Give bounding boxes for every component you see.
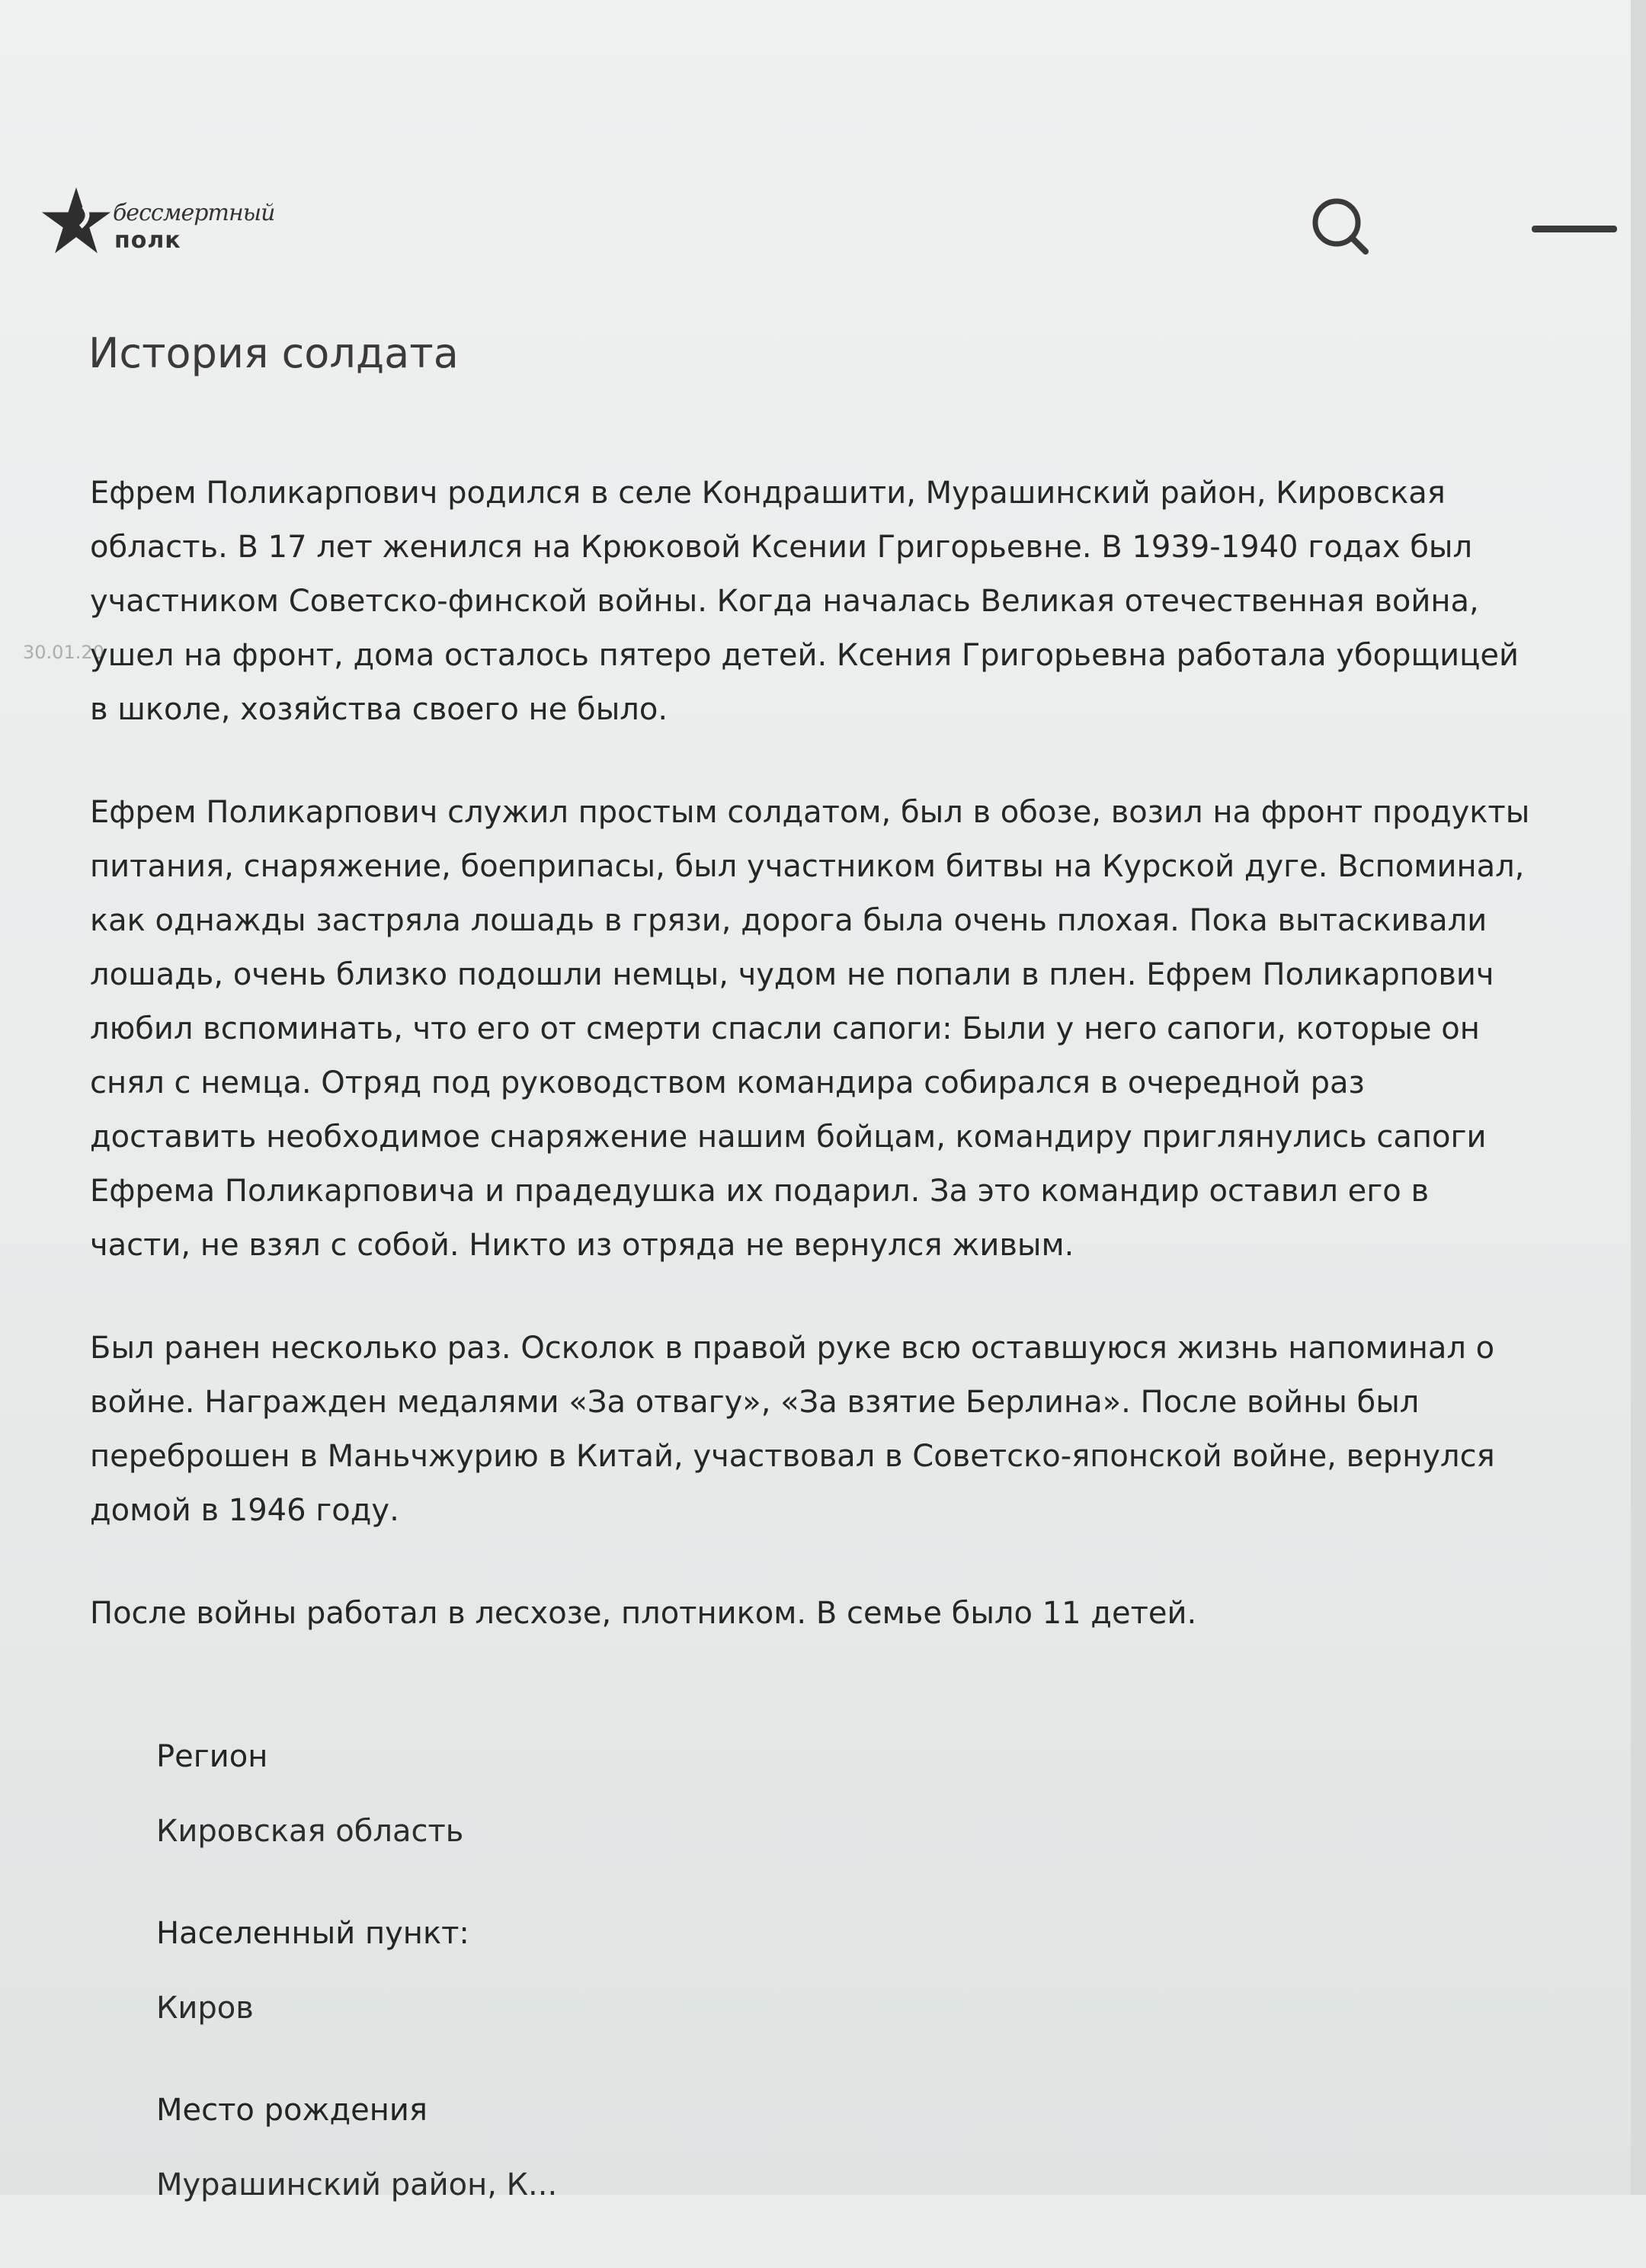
logo-text-script: бессмертный bbox=[113, 200, 275, 226]
date-stamp: 30.01.20 bbox=[23, 642, 104, 663]
soldier-details bbox=[156, 1738, 557, 2268]
story-paragraph: Ефрем Поликарпович родился в селе Кондрашити, Мурашинский район, Кировская область. В 17 лет женился на Крюковой Ксении Григорьевне. В 1939-1940 годах был участником Советско-финской войны. Когда началась Великая отечественная война, ушел на фронт, дома осталось пятеро детей. Ксения Григорьевна работала уборщицей в школе, хозяйства своего не было. bbox=[90, 476, 1519, 727]
story-paragraph: Ефрем Поликарпович служил простым солдатом, был в обозе, возил на фронт продукты питания, снаряжение, боеприпасы, был участником битвы на Курской дуге. Вспоминал, как однажды застряла лошадь в грязи, дорога была очень плохая. Пока вытаскивали лошадь, очень близко подошли немцы, чудом не попали в плен. Ефрем Поликарпович любил вспоминать, что его от смерти спасли сапоги: Были у него сапоги, которые он снял с немца. Отряд под руководством командира собирался в очередной раз доставить необходимое снаряжение нашим бойцам, командиру приглянулись сапоги Ефрема Поликарповича и прадедушка их подарил. За это командир оставил его в части, не взял с собой. Никто из отряда не вернулся живым. bbox=[90, 795, 1530, 1263]
birthplace-label: Место рождения bbox=[156, 2093, 428, 2128]
logo[interactable] bbox=[40, 180, 275, 264]
search-icon bbox=[1309, 195, 1372, 258]
story-paragraph: После войны работал в лесхозе, плотником. В семье было 11 детей. bbox=[90, 1596, 1197, 1631]
menu-button[interactable] bbox=[1532, 213, 1617, 244]
menu-icon bbox=[1532, 226, 1617, 232]
region-value: Кировская область bbox=[156, 1814, 464, 1849]
settlement-label: Населенный пункт: bbox=[156, 1916, 469, 1951]
story-paragraph: Был ранен несколько раз. Осколок в правой руке всю оставшуюся жизнь напоминал о войне. Награжден медалями «За отвагу», «За взятие Берлина». После войны был переброшен в Маньчжурию в Китай, участвовал в Советско-японской войне, вернулся домой в 1946 году. bbox=[90, 1331, 1495, 1528]
settlement-value: Киров bbox=[156, 1991, 254, 2026]
birthplace-value: Мурашинский район, К... bbox=[156, 2167, 558, 2202]
search-button[interactable] bbox=[1309, 195, 1372, 258]
page-edge bbox=[1631, 0, 1646, 2195]
region-label: Регион bbox=[156, 1739, 268, 1774]
logo-text-bold: полк bbox=[114, 227, 181, 254]
page-title: История солдата bbox=[88, 329, 459, 377]
star-icon bbox=[40, 184, 113, 258]
story-text bbox=[90, 466, 1538, 1690]
